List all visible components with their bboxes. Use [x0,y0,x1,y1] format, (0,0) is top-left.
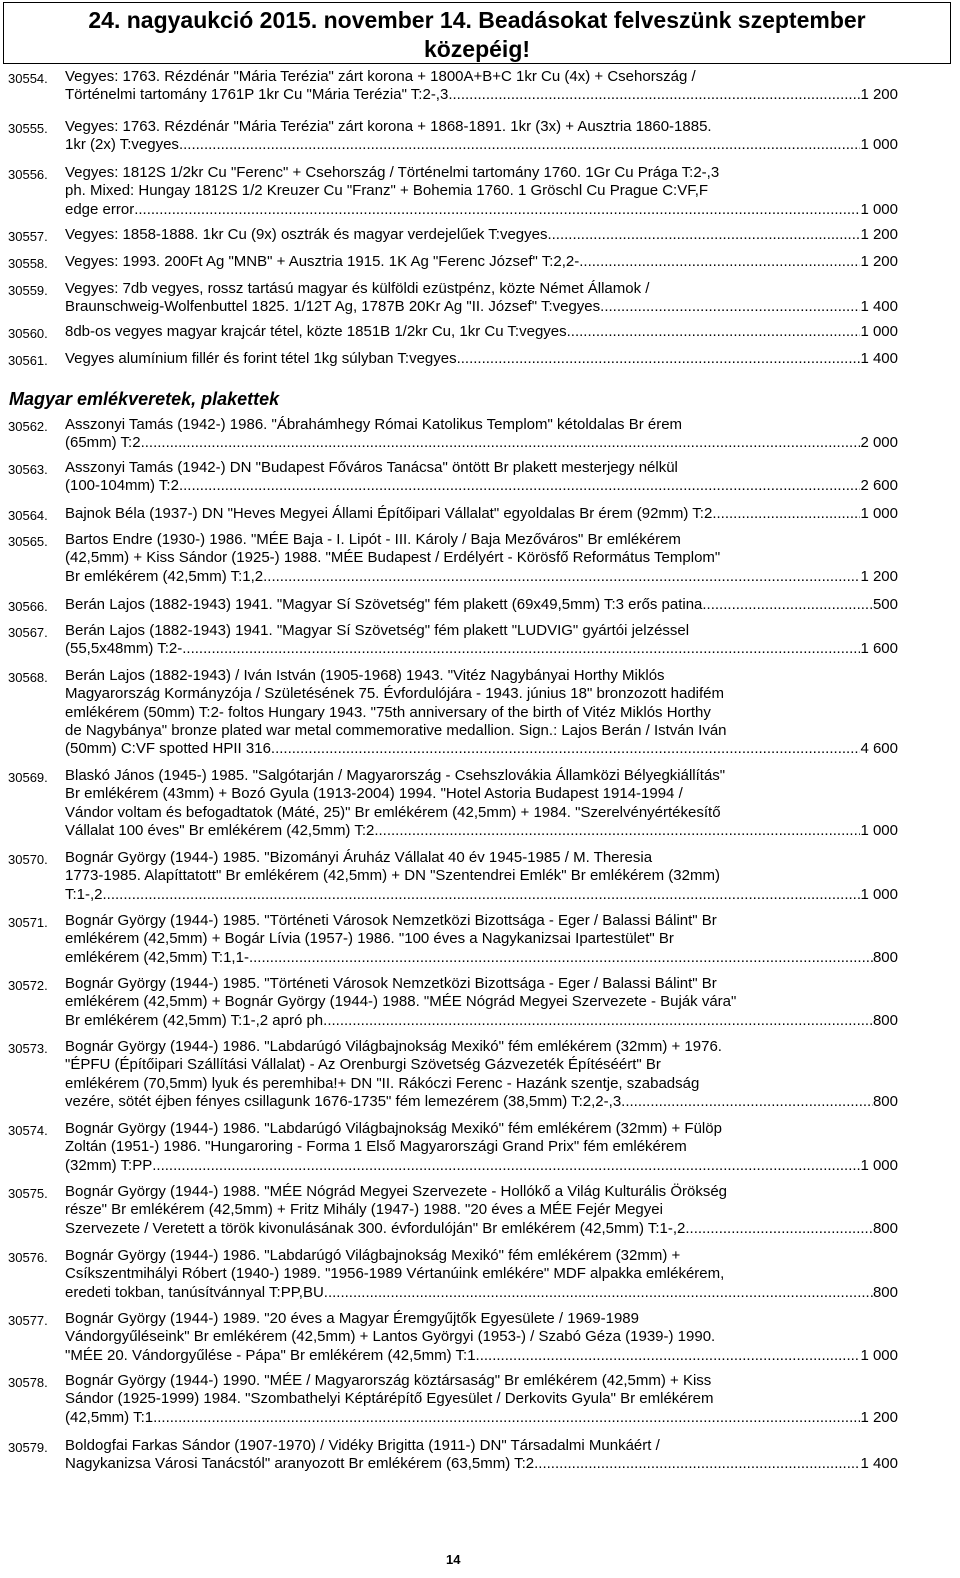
lot-description-line: Zoltán (1951-) 1986. "Hungaroring - Forma 1 Első Magyarországi Grand Prix" fém emlékérem [65,1138,687,1156]
lot-description-line: Vegyes: 1993. 200Ft Ag "MNB" + Ausztria 1915. 1K Ag "Ferenc József" T:2,2- [65,253,580,270]
lot-description-line: "MÉE 20. Vándorgyűlése - Pápa" Br emlékérem (42,5mm) T:1 [65,1346,476,1364]
lot-description-line: Vándorgyűléseink" Br emlékérem (42,5mm) + Lantos Györgyi (1953-) / Szabó Géza (1939-) 1990. [65,1328,716,1346]
dot-leader [621,1093,873,1111]
lot-description [65,912,898,967]
lot-price-line [65,253,898,271]
lot-description-line: (55,5x48mm) T:2- [65,640,183,658]
lot-number: 30556. [8,167,48,182]
lot-description-line: eredeti tokban, tanúsítvánnyal T:PP,BU [65,1283,324,1301]
lot-description-line: 8db-os vegyes magyar krajcár tétel, közte 1851B 1/2kr Cu, 1kr Cu T:vegyes [65,323,567,340]
lot-description-line: "ÉPFU (Építőipari Szállítási Vállalat) - Az Orenburgi Szövetség Gázvezeték Építéséért" Br [65,1056,661,1074]
dot-leader [141,434,861,452]
auction-header [3,2,951,64]
dot-leader [702,596,873,614]
lot-description-line: Történelmi tartomány 1761P 1kr Cu "Mária Terézia" T:2-,3 [65,86,449,104]
lot-number: 30574. [8,1123,48,1138]
lot-number: 30567. [8,625,48,640]
lot-number: 30579. [8,1440,48,1455]
lot-price: 1 000 [860,136,898,154]
lot-number: 30576. [8,1250,48,1265]
lot-price: 1 000 [860,1346,898,1364]
dot-leader [567,323,861,341]
lot-description-line: Boldogfai Farkas Sándor (1907-1970) / Vidéky Brigitta (1911-) DN" Társadalmi Munkáért / [65,1437,660,1454]
lot-description-line: Bognár György (1944-) 1988. "MÉE Nógrád Megyei Szervezete - Hollókő a Világ Kulturális Örökség [65,1183,728,1200]
lot-number: 30577. [8,1313,48,1328]
lot-price-line [65,1409,898,1427]
lot-description [65,68,898,105]
lot-description-line: Berán Lajos (1882-1943) 1941. "Magyar Sí Szövetség" fém plakett (69x49,5mm) T:3 erős patina [65,596,703,613]
lot-description [65,416,898,453]
lot-description [65,622,898,659]
lot-description-line: Magyarország Kormányzója / Születésének 75. Évfordulójára - 1943. június 18" bronzozott hadifém [65,685,725,703]
lot-price: 1 000 [860,1156,898,1174]
lot-description-line: emlékérem (42,5mm) T:1,1- [65,948,249,966]
lot-number: 30571. [8,915,48,930]
lot-price: 2 600 [860,477,898,495]
dot-leader [457,350,861,368]
lot-price-line [65,886,898,904]
lot-description-line: Br emlékérem (42,5mm) T:1,2 [65,567,264,585]
lot-price: 1 000 [860,821,898,839]
lot-price: 1 600 [860,640,898,658]
lot-description-line: Bognár György (1944-) 1986. "Labdarúgó Világbajnokság Mexikó" fém emlékérem (32mm) + Fülöp [65,1120,722,1137]
lot-price-line [65,568,898,586]
lot-description [65,531,898,586]
lot-description-line: vezére, sötét éjben fényes csillagunk 1676-1735" fém lemezérem (38,5mm) T:2,2-,3 [65,1092,622,1110]
lot-number: 30562. [8,419,48,434]
lot-number: 30570. [8,852,48,867]
lot-price-line [65,505,898,523]
lot-description-line: Nagykanizsa Városi Tanácstól" aranyozott Br emlékérem (63,5mm) T:2 [65,1455,535,1473]
lot-number: 30569. [8,770,48,785]
lot-description-line: Asszonyi Tamás (1942-) 1986. "Ábrahámhegy Római Katolikus Templom" kétoldalas Br érem [65,416,683,433]
lot-description-line: Vegyes: 1812S 1/2kr Cu "Ferenc" + Csehország / Történelmi tartomány 1760. 1Gr Cu Prága T:2-,3 [65,164,720,181]
lot-price-line [65,822,898,840]
lot-description-line: Vegyes: 1763. Rézdénár "Mária Terézia" zárt korona + 1800A+B+C 1kr Cu (4x) + Csehország / [65,68,696,85]
lot-price-line [65,1157,898,1175]
lot-description-line: 1kr (2x) T:vegyes [65,136,179,154]
lot-number: 30565. [8,534,48,549]
lot-description-line: Csíkszentmihályi Róbert (1940-) 1989. "1956-1989 Vértanúink emlékére" MDF alpakka emlékérem, [65,1265,725,1283]
lot-description [65,767,898,840]
dot-leader [600,298,860,316]
lot-description [65,1372,898,1427]
lot-price: 1 000 [860,885,898,903]
lot-description [65,1183,898,1238]
lot-description-line: Bognár György (1944-) 1989. "20 éves a Magyar Éremgyűjtők Egyesülete / 1969-1989 [65,1310,639,1327]
lot-price-line [65,640,898,658]
lot-description [65,323,898,341]
lot-description-line: emlékérem (50mm) T:2- foltos Hungary 1943. "75th anniversary of the birth of Vitéz Miklós Horthy [65,703,711,721]
lot-price-line [65,1347,898,1365]
lot-number: 30559. [8,283,48,298]
lot-price-line [65,1093,898,1111]
lot-description-line: Vállalat 100 éves" Br emlékérem (42,5mm) T:2 [65,821,375,839]
lot-description-line: edge error [65,200,135,218]
lot-price: 800 [872,1219,898,1237]
header-title-line2: közepéig! [423,36,531,62]
lot-price-line [65,201,898,219]
lot-price-line [65,949,898,967]
dot-leader [534,1455,860,1473]
lot-price-line [65,298,898,316]
lot-number: 30568. [8,670,48,685]
lot-description-line: emlékérem (70,5mm) lyuk és peremhiba!+ DN "II. Rákóczi Ferenc - Hazánk szentje, szabadság [65,1074,700,1092]
dot-leader [152,1157,860,1175]
lot-price: 1 000 [860,200,898,218]
lot-description-line: Bajnok Béla (1937-) DN "Heves Megyei Állami Építőipari Vállalat" egyoldalas Br érem (92mm) T:2 [65,505,713,522]
lot-price: 1 200 [860,226,898,243]
lot-description-line: Berán Lajos (1882-1943) 1941. "Magyar Sí Szövetség" fém plakett "LUDVIG" gyártói jelzéssel [65,622,690,639]
lot-number: 30564. [8,508,48,523]
lot-description-line: (32mm) T:PP [65,1156,153,1174]
lot-description [65,1310,898,1365]
lot-description-line: (50mm) C:VF spotted HPII 316. [65,740,276,758]
dot-leader [275,740,860,758]
dot-leader [712,505,860,523]
lot-description [65,1247,898,1302]
lot-description-line: Bognár György (1944-) 1985. "Történeti Városok Nemzetközi Bizottsága - Eger / Balassi Bálint" Br [65,975,717,992]
dot-leader [327,1012,873,1030]
page-number: 14 [446,1552,461,1567]
dot-leader [448,86,860,104]
lot-price-line [65,434,898,452]
lot-price-line [65,1220,898,1238]
section-title: Magyar emlékveretek, plakettek [9,389,280,409]
lot-description-line: Sándor (1925-1999) 1984. "Szombathelyi Képtárépítő Egyesület / Derkovits Gyula" Br emlékérem [65,1390,714,1408]
dot-leader [103,886,861,904]
dot-leader [179,136,861,154]
lot-price: 1 000 [860,323,898,340]
lot-description [65,164,898,219]
lot-description [65,280,898,317]
lot-description-line: Szervezete / Veretett a török kivonulásának 300. évfordulóján" Br emlékérem (42,5mm) T:1-,2 [65,1219,686,1237]
lot-number: 30554. [8,71,48,86]
lot-price-line [65,477,898,495]
header-title-line1: 24. nagyaukció 2015. november 14. Beadásokat felveszünk szeptember [88,7,866,33]
lot-price: 1 400 [860,350,898,367]
lot-description [65,459,898,496]
lot-price: 4 600 [860,740,898,758]
lot-description [65,1437,898,1474]
lot-description-line: Br emlékérem (42,5mm) T:1-,2 apró ph. [65,1011,328,1029]
lot-description-line: Bognár György (1944-) 1990. "MÉE / Magyarország köztársaság" Br emlékérem (42,5mm) + Kiss [65,1372,712,1389]
lot-price-line [65,1284,898,1302]
dot-leader [324,1284,873,1302]
dot-leader [182,640,860,658]
lot-price: 1 400 [860,1455,898,1473]
lot-price-line [65,740,898,758]
lot-price: 1 200 [860,253,898,270]
lot-number: 30558. [8,256,48,271]
lot-description [65,226,898,244]
dot-leader [179,477,861,495]
lot-description-line: emlékérem (42,5mm) + Bognár György (1944-) 1988. "MÉE Nógrád Megyei Szervezete - Buják vára" [65,993,737,1011]
dot-leader [249,949,873,967]
lot-price-line [65,596,898,614]
lot-number: 30555. [8,121,48,136]
lot-description-line: Bartos Endre (1930-) 1986. "MÉE Baja - I. Lipót - III. Károly / Baja Mezőváros" Br emlékérem [65,531,681,548]
lot-description-line: Vegyes: 7db vegyes, rossz tartású magyar és külföldi ezüstpénz, közte Német Államok / [65,280,650,297]
lot-price-line [65,136,898,154]
lot-price-line [65,1012,898,1030]
lot-description-line: Asszonyi Tamás (1942-) DN "Budapest Főváros Tanácsa" öntött Br plakett mesterjegy nélkül [65,459,678,476]
lot-number: 30573. [8,1041,48,1056]
lot-description-line: Bognár György (1944-) 1986. "Labdarúgó Világbajnokság Mexikó" fém emlékérem (32mm) + 1976. [65,1038,722,1055]
lot-number: 30572. [8,978,48,993]
lot-description-line: (100-104mm) T:2 [65,477,179,495]
dot-leader [153,1409,860,1427]
lot-description-line: Berán Lajos (1882-1943) / Iván István (1905-1968) 1943. "Vitéz Nagybányai Horthy Miklós [65,667,665,684]
lot-description [65,975,898,1030]
lot-price-line [65,323,898,341]
lot-price: 1 200 [860,1408,898,1426]
lot-price: 800 [872,1011,898,1029]
lot-price: 800 [872,948,898,966]
lot-description-line: Vándor voltam és befogadtatok (Máté, 25)" Br emlékérem (42,5mm) + 1984. "Szerelvényértékesítő [65,803,721,821]
lot-description [65,505,898,523]
lot-number: 30575. [8,1186,48,1201]
lot-description-line: (42,5mm) T:1 [65,1408,154,1426]
lot-price: 500 [872,596,898,613]
lot-price-line [65,350,898,368]
lot-price: 1 200 [860,86,898,104]
dot-leader [374,822,860,840]
lot-description-line: Bognár György (1944-) 1985. "Történeti Városok Nemzetközi Bizottsága - Eger / Balassi Bálint" Br [65,912,717,929]
lot-description-line: (42,5mm) + Kiss Sándor (1925-) 1988. "MÉE Budapest / Erdélyért - Körösfő Református Templom" [65,549,721,567]
lot-number: 30561. [8,353,48,368]
dot-leader [547,226,860,244]
lot-description-line: Bognár György (1944-) 1986. "Labdarúgó Világbajnokság Mexikó" fém emlékérem (32mm) + [65,1247,681,1264]
dot-leader [476,1347,861,1365]
lot-price: 2 000 [860,434,898,452]
lot-description-line: Braunschweig-Wolfenbuttel 1825. 1/12T Ag, 1787B 20Kr Ag "II. József" T:vegyes [65,298,601,316]
lot-description-line: 1773-1985. Alapíttatott" Br emlékérem (42,5mm) + DN "Szentendrei Emlék" Br emlékérem (32mm) [65,867,720,885]
lot-price: 800 [872,1283,898,1301]
dot-leader [134,201,860,219]
lot-description-line: része" Br emlékérem (42,5mm) + Fritz Mihály (1947-) 1988. "20 éves a MÉE Fejér Megyei [65,1201,663,1219]
lot-description [65,849,898,904]
lot-number: 30563. [8,462,48,477]
dot-leader [579,253,860,271]
dot-leader [263,568,860,586]
dot-leader [685,1220,873,1238]
lot-description [65,667,898,758]
lot-description [65,1038,898,1111]
lot-description-line: emlékérem (42,5mm) + Bogár Lívia (1957-) 1986. "100 éves a Nagykanizsai Ipartestület" Br [65,930,674,948]
lot-price: 1 200 [860,567,898,585]
lot-description-line: Br emlékérem (43mm) + Bozó Gyula (1913-2004) 1994. "Hotel Astoria Budapest 1914-1994 / [65,785,683,803]
lot-description-line: Vegyes alumínium fillér és forint tétel 1kg súlyban T:vegyes [65,350,457,367]
lot-description-line: Vegyes: 1858-1888. 1kr Cu (9x) osztrák és magyar verdejelűek T:vegyes [65,226,548,243]
lot-number: 30566. [8,599,48,614]
lot-description-line: Blaskó János (1945-) 1985. "Salgótarján / Magyarország - Csehszlovákia Államközi Bélyegkiállítás" [65,767,726,784]
lot-price: 800 [872,1092,898,1110]
lot-description [65,1120,898,1175]
lot-number: 30560. [8,326,48,341]
lot-price-line [65,1455,898,1473]
lot-description-line: Bognár György (1944-) 1985. "Bizományi Áruház Vállalat 40 év 1945-1985 / M. Theresia [65,849,653,866]
lot-description [65,596,898,614]
lot-description-line: de Nagybánya" bronze plated war metal commemorative medallion. Sign.: Lajos Berán / István Iván [65,721,727,739]
lot-number: 30578. [8,1375,48,1390]
lot-description-line: (65mm) T:2 [65,434,141,452]
lot-description-line: ph. Mixed: Hungay 1812S 1/2 Kreuzer Cu "Franz" + Bohemia 1760. 1 Gröschl Cu Prague C:VF,F [65,182,709,200]
lot-description [65,350,898,368]
lot-description-line: Vegyes: 1763. Rézdénár "Mária Terézia" zárt korona + 1868-1891. 1kr (3x) + Ausztria 1860-1885. [65,118,712,135]
lot-description [65,253,898,271]
lot-price: 1 000 [860,505,898,522]
lot-number: 30557. [8,229,48,244]
lot-description-line: T:1-,2 [65,885,103,903]
lot-price-line [65,86,898,104]
lot-price: 1 400 [860,298,898,316]
lot-description [65,118,898,155]
lot-price-line [65,226,898,244]
